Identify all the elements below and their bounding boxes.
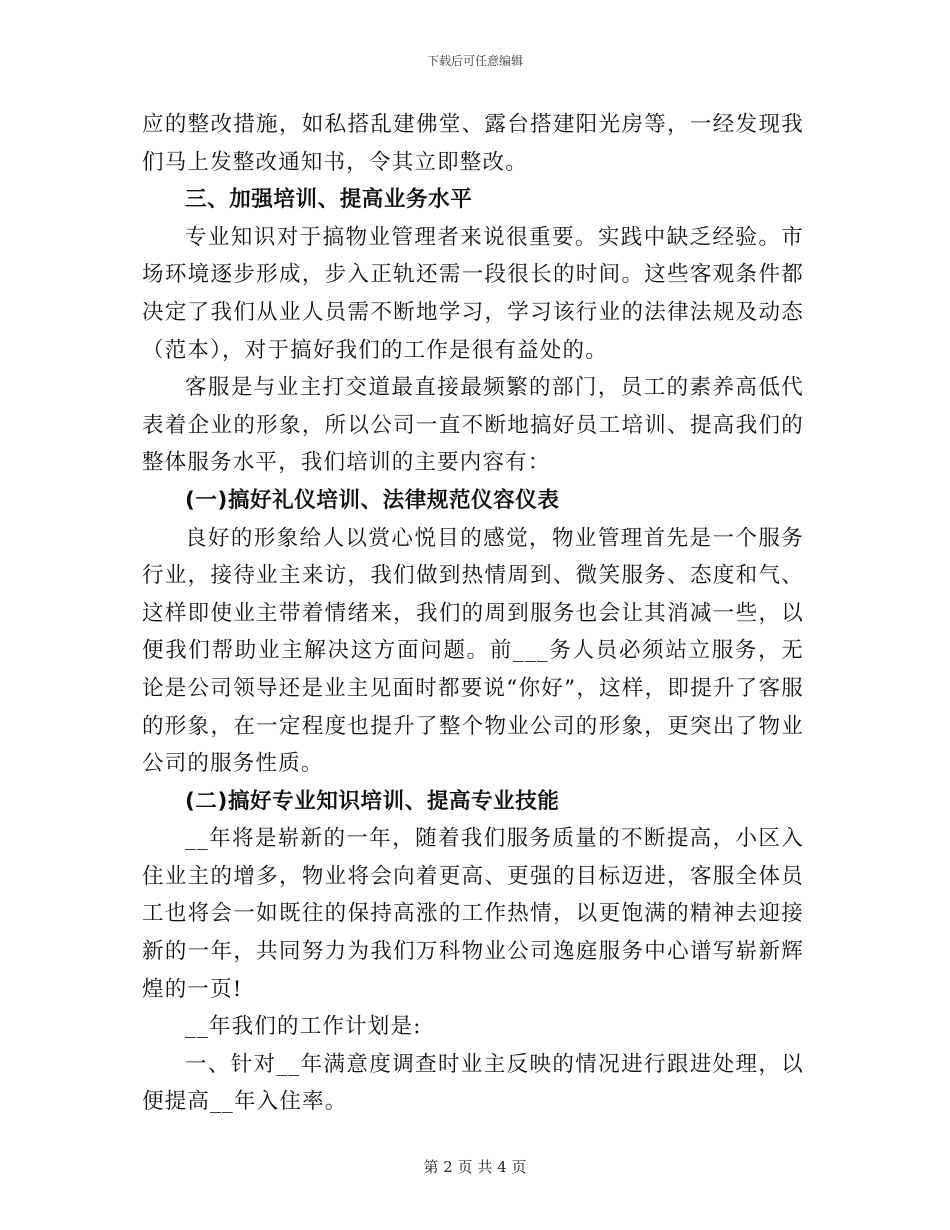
page-header-note: 下载后可任意编辑	[426, 54, 523, 68]
paragraph-1: 应的整改措施，如私搭乱建佛堂、露台搭建阳光房等，一经发现我们马上发整改通知书，令其立即整改。	[142, 112, 804, 175]
paragraph-7: 一、针对__年满意度调查时业主反映的情况进行跟进处理，以便提高__年入住率。	[142, 1051, 804, 1115]
page-number: 第 2 页 共 4 页	[423, 1158, 527, 1176]
paragraph-5: __年将是崭新的一年，随着我们服务质量的不断提高，小区入住业主的增多，物业将会向着更高、更强的目标迈进，客服全体员工也将会一如既往的保持高涨的工作热情，以更饱满的精神去迎接新的一年，共同努力为我们万科物业公司逸庭服务中心谱写崭新辉煌的一页!	[142, 826, 804, 1002]
paragraph-3: 客服是与业主打交道最直接最频繁的部门，员工的素养高低代表着企业的形象，所以公司一直不断地搞好员工培训、提高我们的整体服务水平，我们培训的主要内容有：	[142, 375, 804, 476]
paragraph-6: __年我们的工作计划是:	[185, 1014, 422, 1040]
paragraph-4: 良好的形象给人以赏心悦目的感觉，物业管理首先是一个服务行业，接待业主来访，我们做到热情周到、微笑服务、态度和气、这样即使业主带着情绪来，我们的周到服务也会让其消减一些，以便我们帮助业主解决这方面问题。前___务人员必须站立服务，无论是公司领导还是业主见面时都要说“你好”，这样，即提升了客服的形象，在一定程度也提升了整个物业公司的形象，更突出了物业公司的服务性质。	[142, 525, 804, 777]
subheading-2: (二)搞好专业知识培训、提高专业技能	[185, 788, 560, 814]
document-body	[142, 106, 804, 1121]
paragraph-2: 专业知识对于搞物业管理者来说很重要。实践中缺乏经验。市场环境逐步形成，步入正轨还需一段很长的时间。这些客观条件都决定了我们从业人员需不断地学习，学习该行业的法律法规及动态（范本），对于搞好我们的工作是很有益处的。	[142, 224, 804, 363]
section-heading-3: 三、加强培训、提高业务水平	[185, 187, 473, 213]
subheading-1: (一)搞好礼仪培训、法律规范仪容仪表	[185, 487, 560, 513]
